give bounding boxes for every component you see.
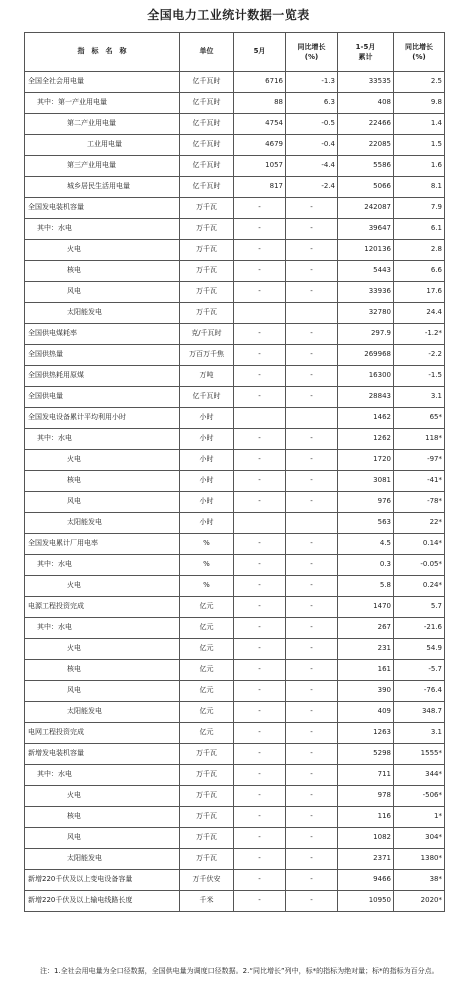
table-row	[25, 387, 445, 408]
table-row	[25, 828, 445, 849]
ytd-value: 5586	[338, 156, 394, 177]
unit-cell: 亿元	[180, 618, 234, 639]
ytd-yoy-value: 1*	[394, 807, 445, 828]
unit-cell: 万吨	[180, 366, 234, 387]
may-yoy-value: -2.4	[286, 177, 338, 198]
may-yoy-value	[286, 303, 338, 324]
ytd-value: 390	[338, 681, 394, 702]
ytd-yoy-value: 8.1	[394, 177, 445, 198]
ytd-value: 297.9	[338, 324, 394, 345]
ytd-yoy-value: 6.6	[394, 261, 445, 282]
table-row	[25, 72, 445, 93]
may-yoy-value: -	[286, 849, 338, 870]
may-value: -	[234, 345, 286, 366]
indicator-name: 新增220千伏及以上变电设备容量	[25, 870, 180, 891]
ytd-yoy-value: -5.7	[394, 660, 445, 681]
ytd-value: 9466	[338, 870, 394, 891]
unit-cell: 小时	[180, 492, 234, 513]
ytd-value: 5066	[338, 177, 394, 198]
ytd-yoy-value: 348.7	[394, 702, 445, 723]
header-ytd	[338, 33, 394, 72]
header-may-yoy	[286, 33, 338, 72]
ytd-yoy-value: 1.4	[394, 114, 445, 135]
may-yoy-value: -	[286, 786, 338, 807]
may-value: -	[234, 534, 286, 555]
table-row	[25, 681, 445, 702]
ytd-yoy-value: 2.8	[394, 240, 445, 261]
may-yoy-value: -0.4	[286, 135, 338, 156]
may-value: -	[234, 681, 286, 702]
may-yoy-value: -	[286, 723, 338, 744]
may-value: -	[234, 450, 286, 471]
may-yoy-value: -	[286, 660, 338, 681]
ytd-value: 16300	[338, 366, 394, 387]
ytd-value: 22466	[338, 114, 394, 135]
may-yoy-value: -	[286, 534, 338, 555]
ytd-yoy-value: 3.1	[394, 723, 445, 744]
ytd-value: 5.8	[338, 576, 394, 597]
unit-cell: 亿元	[180, 723, 234, 744]
may-yoy-value	[286, 408, 338, 429]
may-value: 1057	[234, 156, 286, 177]
table-row	[25, 303, 445, 324]
ytd-value: 563	[338, 513, 394, 534]
header-indicator: 指 标 名 称	[25, 33, 180, 72]
unit-cell: 小时	[180, 513, 234, 534]
ytd-yoy-value: -2.2	[394, 345, 445, 366]
unit-cell: 万千瓦	[180, 198, 234, 219]
may-value: 817	[234, 177, 286, 198]
indicator-name: 风电	[25, 681, 180, 702]
ytd-yoy-value: -0.05*	[394, 555, 445, 576]
may-yoy-value: -	[286, 597, 338, 618]
may-value: -	[234, 765, 286, 786]
unit-cell: 亿千瓦时	[180, 177, 234, 198]
table-row	[25, 765, 445, 786]
may-yoy-value: -	[286, 492, 338, 513]
may-yoy-value: -	[286, 387, 338, 408]
ytd-yoy-value: 3.1	[394, 387, 445, 408]
ytd-value: 2371	[338, 849, 394, 870]
may-value: -	[234, 492, 286, 513]
unit-cell: 万千瓦	[180, 261, 234, 282]
may-yoy-value: -	[286, 240, 338, 261]
unit-cell: 亿千瓦时	[180, 387, 234, 408]
may-yoy-value: -	[286, 765, 338, 786]
may-value: -	[234, 282, 286, 303]
ytd-value: 408	[338, 93, 394, 114]
table-row	[25, 786, 445, 807]
indicator-name: 风电	[25, 492, 180, 513]
table-row	[25, 849, 445, 870]
table-row	[25, 744, 445, 765]
ytd-value: 267	[338, 618, 394, 639]
table-body	[25, 72, 445, 912]
header-unit: 单位	[180, 33, 234, 72]
table-row	[25, 408, 445, 429]
may-value: 6716	[234, 72, 286, 93]
may-value: -	[234, 807, 286, 828]
may-value: -	[234, 555, 286, 576]
ytd-value: 5443	[338, 261, 394, 282]
may-value: -	[234, 240, 286, 261]
ytd-yoy-value: 304*	[394, 828, 445, 849]
page-title: 全国电力工业统计数据一览表	[147, 8, 310, 22]
may-yoy-value: -	[286, 744, 338, 765]
ytd-value: 4.5	[338, 534, 394, 555]
ytd-value: 1470	[338, 597, 394, 618]
table-row	[25, 471, 445, 492]
statistics-table	[24, 32, 445, 912]
unit-cell: 亿千瓦时	[180, 72, 234, 93]
ytd-value: 120136	[338, 240, 394, 261]
indicator-name: 其中：水电	[25, 555, 180, 576]
may-value	[234, 303, 286, 324]
unit-cell: 万千瓦	[180, 744, 234, 765]
indicator-name: 全国供热耗用原煤	[25, 366, 180, 387]
may-yoy-value: -	[286, 681, 338, 702]
table-row	[25, 870, 445, 891]
may-value: -	[234, 618, 286, 639]
ytd-yoy-value: -506*	[394, 786, 445, 807]
may-value: -	[234, 660, 286, 681]
ytd-yoy-value: 17.6	[394, 282, 445, 303]
may-value: -	[234, 198, 286, 219]
indicator-name: 电网工程投资完成	[25, 723, 180, 744]
indicator-name: 城乡居民生活用电量	[25, 177, 180, 198]
unit-cell: 亿千瓦时	[180, 156, 234, 177]
may-yoy-value: -	[286, 324, 338, 345]
indicator-name: 太阳能发电	[25, 513, 180, 534]
may-value: 88	[234, 93, 286, 114]
ytd-yoy-value: 0.14*	[394, 534, 445, 555]
unit-cell: 亿千瓦时	[180, 135, 234, 156]
may-yoy-value: -	[286, 282, 338, 303]
ytd-yoy-value: 54.9	[394, 639, 445, 660]
indicator-name: 火电	[25, 240, 180, 261]
unit-cell: 万千瓦	[180, 786, 234, 807]
ytd-yoy-value: -78*	[394, 492, 445, 513]
may-yoy-value: -	[286, 555, 338, 576]
table-row	[25, 639, 445, 660]
may-yoy-value: -0.5	[286, 114, 338, 135]
may-yoy-value: -4.4	[286, 156, 338, 177]
ytd-yoy-value: 65*	[394, 408, 445, 429]
ytd-yoy-value: 38*	[394, 870, 445, 891]
unit-cell: 万千瓦	[180, 219, 234, 240]
ytd-value: 10950	[338, 891, 394, 912]
indicator-name: 全国供电量	[25, 387, 180, 408]
may-yoy-value: -	[286, 345, 338, 366]
may-value: -	[234, 261, 286, 282]
header-ytd-yoy	[394, 33, 445, 72]
ytd-yoy-value: 118*	[394, 429, 445, 450]
ytd-yoy-value: 7.9	[394, 198, 445, 219]
unit-cell: %	[180, 534, 234, 555]
ytd-value: 0.3	[338, 555, 394, 576]
ytd-value: 409	[338, 702, 394, 723]
ytd-yoy-value: 5.7	[394, 597, 445, 618]
table-row	[25, 219, 445, 240]
table-row	[25, 93, 445, 114]
indicator-name: 新增220千伏及以上输电线路长度	[25, 891, 180, 912]
may-yoy-value	[286, 513, 338, 534]
ytd-value: 116	[338, 807, 394, 828]
header-may-yoy-text: 同比增长 (%)	[297, 42, 326, 61]
unit-cell: 万千伏安	[180, 870, 234, 891]
ytd-yoy-value: 24.4	[394, 303, 445, 324]
ytd-value: 5298	[338, 744, 394, 765]
ytd-yoy-value: -21.6	[394, 618, 445, 639]
indicator-name: 第二产业用电量	[25, 114, 180, 135]
unit-cell: 亿元	[180, 639, 234, 660]
ytd-value: 231	[338, 639, 394, 660]
table-row	[25, 807, 445, 828]
indicator-name: 其中：水电	[25, 765, 180, 786]
may-value	[234, 408, 286, 429]
table-row	[25, 156, 445, 177]
may-value: -	[234, 891, 286, 912]
ytd-yoy-value: 1.6	[394, 156, 445, 177]
may-value: -	[234, 387, 286, 408]
ytd-value: 1462	[338, 408, 394, 429]
unit-cell: 亿元	[180, 681, 234, 702]
indicator-name: 风电	[25, 282, 180, 303]
header-may: 5月	[234, 33, 286, 72]
ytd-value: 1720	[338, 450, 394, 471]
ytd-value: 161	[338, 660, 394, 681]
may-yoy-value: -	[286, 618, 338, 639]
may-value	[234, 513, 286, 534]
ytd-value: 1263	[338, 723, 394, 744]
may-value: -	[234, 828, 286, 849]
indicator-name: 核电	[25, 660, 180, 681]
table-row	[25, 282, 445, 303]
may-value: -	[234, 786, 286, 807]
unit-cell: 万千瓦	[180, 240, 234, 261]
ytd-value: 33535	[338, 72, 394, 93]
may-yoy-value: -	[286, 429, 338, 450]
may-value: -	[234, 639, 286, 660]
indicator-name: 工业用电量	[25, 135, 180, 156]
ytd-yoy-value: 2020*	[394, 891, 445, 912]
table-row	[25, 135, 445, 156]
ytd-yoy-value: -76.4	[394, 681, 445, 702]
may-yoy-value: -	[286, 639, 338, 660]
may-yoy-value: -	[286, 471, 338, 492]
table-row	[25, 366, 445, 387]
may-yoy-value: -	[286, 891, 338, 912]
ytd-value: 22085	[338, 135, 394, 156]
table-row	[25, 702, 445, 723]
ytd-value: 33936	[338, 282, 394, 303]
table-row	[25, 555, 445, 576]
may-yoy-value: -	[286, 807, 338, 828]
ytd-value: 32780	[338, 303, 394, 324]
indicator-name: 火电	[25, 639, 180, 660]
indicator-name: 核电	[25, 471, 180, 492]
unit-cell: %	[180, 555, 234, 576]
unit-cell: 万百万千焦	[180, 345, 234, 366]
may-value: -	[234, 702, 286, 723]
ytd-yoy-value: 9.8	[394, 93, 445, 114]
may-value: 4679	[234, 135, 286, 156]
indicator-name: 其中：第一产业用电量	[25, 93, 180, 114]
unit-cell: 亿元	[180, 660, 234, 681]
header-ytd-yoy-text: 同比增长 (%)	[405, 42, 433, 61]
may-yoy-value: 6.3	[286, 93, 338, 114]
indicator-name: 核电	[25, 807, 180, 828]
ytd-yoy-value: 1.5	[394, 135, 445, 156]
ytd-yoy-value: -97*	[394, 450, 445, 471]
unit-cell: 小时	[180, 471, 234, 492]
may-value: -	[234, 366, 286, 387]
table-row	[25, 660, 445, 681]
indicator-name: 太阳能发电	[25, 849, 180, 870]
may-yoy-value: -	[286, 219, 338, 240]
unit-cell: 千米	[180, 891, 234, 912]
unit-cell: 亿元	[180, 702, 234, 723]
indicator-name: 火电	[25, 786, 180, 807]
ytd-value: 3081	[338, 471, 394, 492]
indicator-name: 全国供热量	[25, 345, 180, 366]
may-yoy-value: -	[286, 576, 338, 597]
may-yoy-value: -	[286, 828, 338, 849]
unit-cell: 亿元	[180, 597, 234, 618]
indicator-name: 其中：水电	[25, 618, 180, 639]
ytd-yoy-value: 1555*	[394, 744, 445, 765]
may-value: -	[234, 723, 286, 744]
unit-cell: 万千瓦	[180, 807, 234, 828]
may-value: -	[234, 849, 286, 870]
ytd-yoy-value: -1.2*	[394, 324, 445, 345]
may-yoy-value: -	[286, 198, 338, 219]
may-value: -	[234, 744, 286, 765]
unit-cell: 万千瓦	[180, 828, 234, 849]
may-value: -	[234, 219, 286, 240]
table-row	[25, 261, 445, 282]
indicator-name: 火电	[25, 576, 180, 597]
may-value: -	[234, 429, 286, 450]
ytd-yoy-value: 0.24*	[394, 576, 445, 597]
may-value: 4754	[234, 114, 286, 135]
may-value: -	[234, 870, 286, 891]
may-value: -	[234, 576, 286, 597]
indicator-name: 太阳能发电	[25, 702, 180, 723]
indicator-name: 全国全社会用电量	[25, 72, 180, 93]
unit-cell: 万千瓦	[180, 303, 234, 324]
indicator-name: 太阳能发电	[25, 303, 180, 324]
unit-cell: 小时	[180, 429, 234, 450]
unit-cell: 万千瓦	[180, 282, 234, 303]
indicator-name: 全国发电累计厂用电率	[25, 534, 180, 555]
indicator-name: 全国发电设备累计平均利用小时	[25, 408, 180, 429]
indicator-name: 风电	[25, 828, 180, 849]
unit-cell: 亿千瓦时	[180, 114, 234, 135]
indicator-name: 全国发电装机容量	[25, 198, 180, 219]
indicator-name: 核电	[25, 261, 180, 282]
table-row	[25, 597, 445, 618]
unit-cell: 亿千瓦时	[180, 93, 234, 114]
unit-cell: %	[180, 576, 234, 597]
may-yoy-value: -	[286, 261, 338, 282]
ytd-value: 39647	[338, 219, 394, 240]
table-row	[25, 198, 445, 219]
unit-cell: 克/千瓦时	[180, 324, 234, 345]
ytd-yoy-value: -1.5	[394, 366, 445, 387]
table-row	[25, 240, 445, 261]
indicator-name: 新增发电装机容量	[25, 744, 180, 765]
indicator-name: 其中：水电	[25, 429, 180, 450]
ytd-value: 711	[338, 765, 394, 786]
indicator-name: 火电	[25, 450, 180, 471]
may-yoy-value: -	[286, 450, 338, 471]
table-row	[25, 429, 445, 450]
ytd-yoy-value: 1380*	[394, 849, 445, 870]
table-row	[25, 492, 445, 513]
ytd-value: 1262	[338, 429, 394, 450]
may-yoy-value: -	[286, 702, 338, 723]
ytd-yoy-value: 6.1	[394, 219, 445, 240]
ytd-yoy-value: -41*	[394, 471, 445, 492]
ytd-value: 28843	[338, 387, 394, 408]
footnote: 注：1.全社会用电量为全口径数据，全国供电量为调度口径数据。2.“同比增长”列中，标*的指标为绝对量；标*的指标为百分点。	[40, 967, 439, 975]
table-row	[25, 513, 445, 534]
ytd-value: 242087	[338, 198, 394, 219]
ytd-yoy-value: 2.5	[394, 72, 445, 93]
table-row	[25, 618, 445, 639]
indicator-name: 电源工程投资完成	[25, 597, 180, 618]
ytd-value: 269968	[338, 345, 394, 366]
table-row	[25, 576, 445, 597]
table-row	[25, 534, 445, 555]
header-ytd-text: 1-5月 累计	[355, 42, 376, 61]
table-row	[25, 345, 445, 366]
ytd-yoy-value: 344*	[394, 765, 445, 786]
indicator-name: 全国供电煤耗率	[25, 324, 180, 345]
may-value: -	[234, 324, 286, 345]
table-row	[25, 177, 445, 198]
ytd-value: 976	[338, 492, 394, 513]
table-row	[25, 450, 445, 471]
table-header-row	[25, 33, 445, 72]
table-row	[25, 723, 445, 744]
ytd-yoy-value: 22*	[394, 513, 445, 534]
unit-cell: 小时	[180, 450, 234, 471]
may-value: -	[234, 597, 286, 618]
may-yoy-value: -1.3	[286, 72, 338, 93]
unit-cell: 小时	[180, 408, 234, 429]
unit-cell: 万千瓦	[180, 765, 234, 786]
unit-cell: 万千瓦	[180, 849, 234, 870]
ytd-value: 1082	[338, 828, 394, 849]
table-row	[25, 324, 445, 345]
may-value: -	[234, 471, 286, 492]
indicator-name: 其中：水电	[25, 219, 180, 240]
ytd-value: 978	[338, 786, 394, 807]
table-row	[25, 891, 445, 912]
table-row	[25, 114, 445, 135]
may-yoy-value: -	[286, 870, 338, 891]
indicator-name: 第三产业用电量	[25, 156, 180, 177]
may-yoy-value: -	[286, 366, 338, 387]
